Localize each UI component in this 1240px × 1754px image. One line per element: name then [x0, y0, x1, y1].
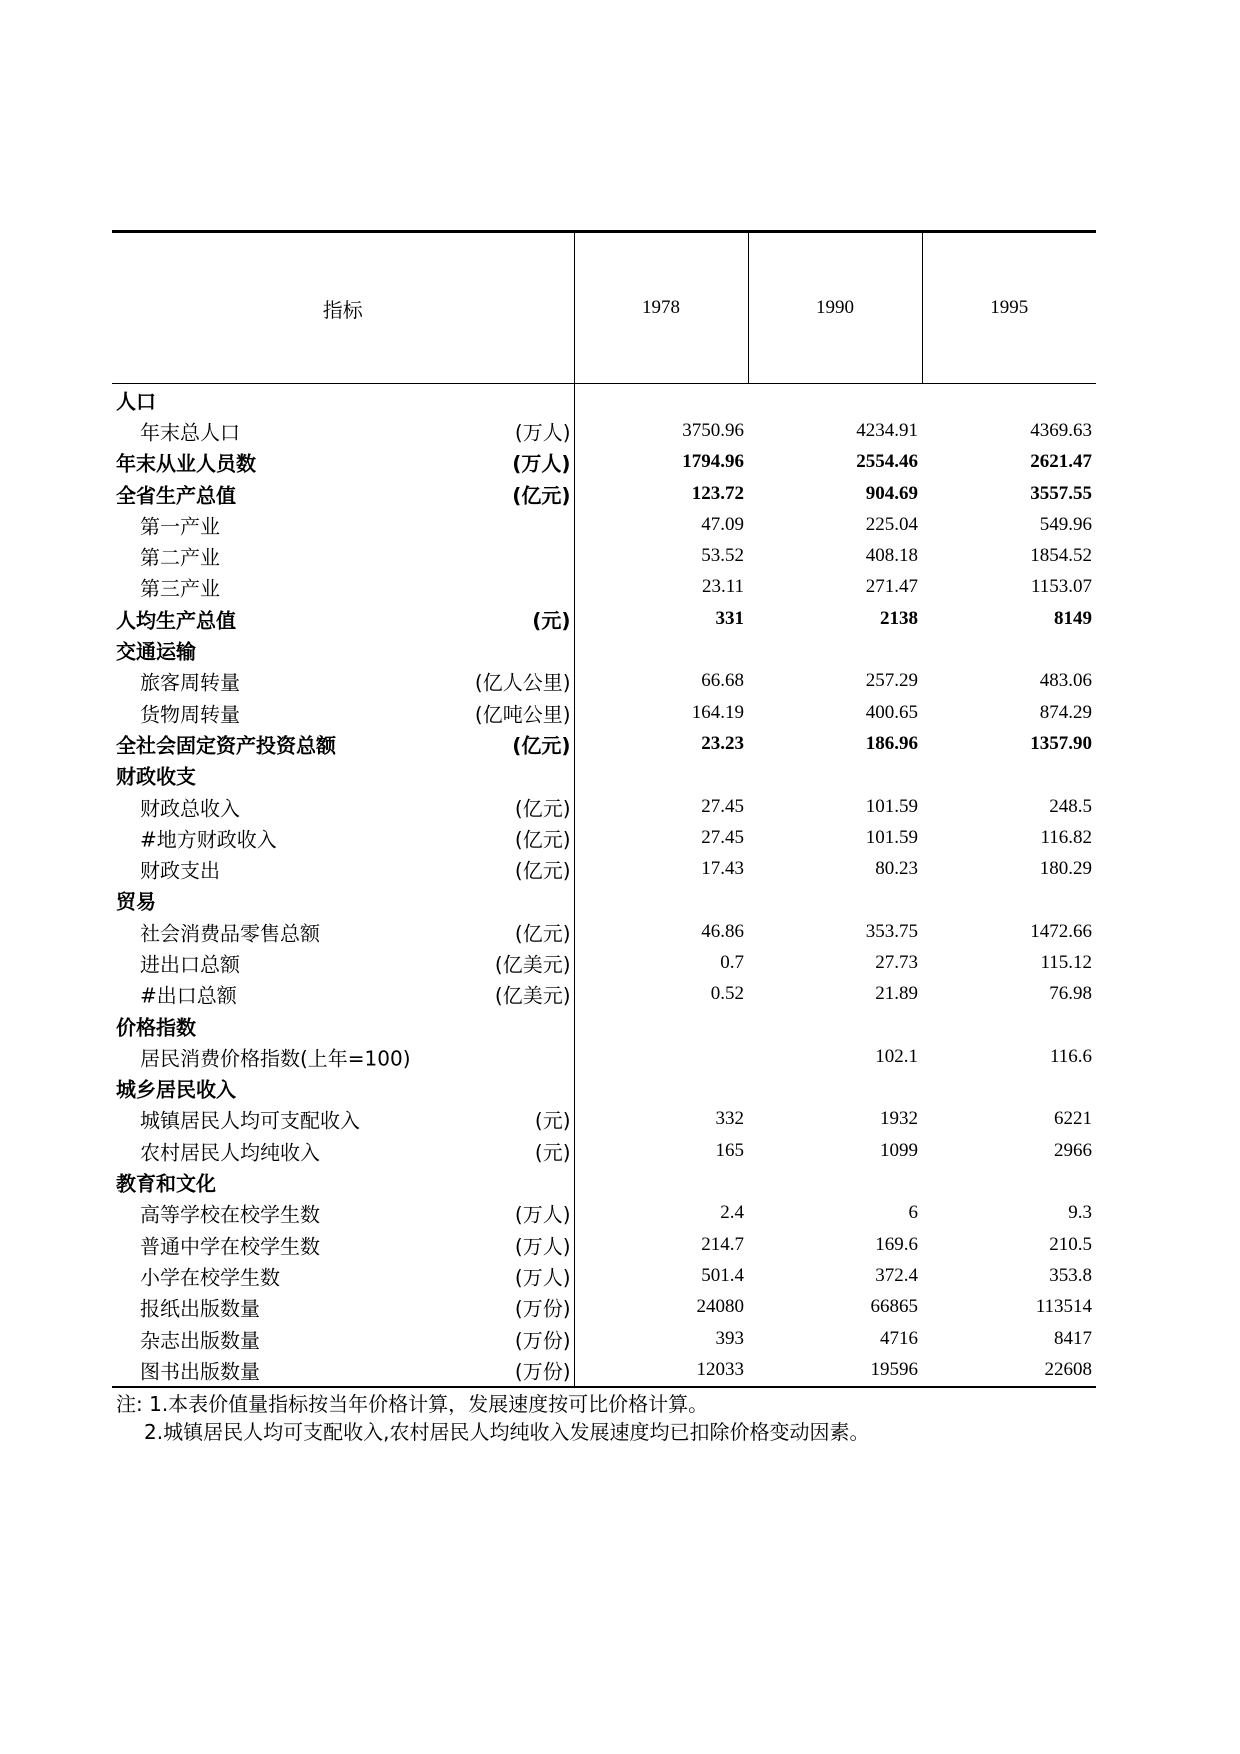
value-cell-1990: 19596: [748, 1354, 922, 1386]
table-notes: [116, 1390, 869, 1446]
row-label-cell: [112, 1354, 574, 1386]
row-unit: (亿元): [514, 921, 571, 946]
table-row: [112, 572, 1096, 603]
value-cell-1995: [922, 1073, 1096, 1104]
row-label-cell: [112, 415, 574, 446]
value-cell-1978: 53.52: [701, 545, 744, 567]
table-row: [112, 415, 1096, 446]
row-name: 旅客周转量: [140, 670, 240, 695]
row-name: 进出口总额: [140, 952, 240, 977]
row-label-cell: [112, 540, 574, 571]
value-cell-1990: 4716: [880, 1327, 918, 1349]
value-cell-1995: [922, 885, 1096, 916]
value-cell-1978: 46.86: [701, 920, 744, 942]
row-name: #出口总额: [140, 983, 237, 1008]
table-row: [112, 1292, 1096, 1323]
value-cell-1995: 180.29: [1039, 858, 1092, 880]
table-row: [112, 447, 1096, 478]
value-cell-1978: 2.4: [720, 1202, 744, 1224]
row-name: 杂志出版数量: [140, 1328, 260, 1353]
row-label-cell: [112, 853, 574, 884]
row-name: 农村居民人均纯收入: [140, 1140, 320, 1165]
value-cell-1995: [922, 1010, 1096, 1041]
row-unit: (亿元): [514, 796, 571, 820]
value-cell-1990: 21.89: [875, 983, 918, 1005]
value-cell-1990: [748, 384, 922, 416]
table-row: [112, 1041, 1096, 1072]
value-cell-1995: 115.12: [1040, 951, 1092, 973]
table-row: [112, 1135, 1096, 1166]
row-name: #地方财政收入: [140, 827, 277, 852]
value-cell-1995: 8149: [1054, 607, 1092, 629]
value-cell-1990: 101.59: [865, 826, 918, 848]
row-unit: (亿元): [512, 733, 571, 758]
table-row: [112, 916, 1096, 947]
row-label-cell: [112, 822, 574, 853]
value-cell-1978: 17.43: [701, 858, 744, 880]
value-cell-1978: [574, 634, 748, 665]
value-cell-1990: [748, 1073, 922, 1104]
table-row: [112, 822, 1096, 853]
value-cell-1978: 1794.96: [682, 451, 744, 473]
value-cell-1990: 271.47: [865, 576, 918, 598]
table-header-row: [112, 232, 1096, 384]
table-row: [112, 697, 1096, 728]
row-label-cell: [112, 760, 574, 791]
row-label-cell: [112, 1104, 574, 1135]
table-row: [112, 1166, 1096, 1197]
value-cell-1995: 353.8: [1049, 1264, 1092, 1286]
value-cell-1978: 0.7: [720, 951, 744, 973]
value-cell-1978: [574, 384, 748, 416]
row-label-cell: [112, 697, 574, 728]
row-label-cell: [112, 478, 574, 509]
value-cell-1978: 3750.96: [682, 419, 744, 441]
value-cell-1990: 80.23: [875, 858, 918, 880]
note-line-1: 注: 1.本表价值量指标按当年价格计算，发展速度按可比价格计算。: [116, 1392, 709, 1416]
row-name: 图书出版数量: [140, 1359, 260, 1384]
row-label-cell: [112, 1041, 574, 1072]
value-cell-1978: 23.11: [701, 576, 744, 598]
value-cell-1990: 102.1: [875, 1045, 918, 1067]
table-row: [112, 1198, 1096, 1229]
value-cell-1990: 4234.91: [856, 419, 918, 441]
row-label-cell: [112, 509, 574, 540]
row-name: 全省生产总值: [116, 483, 236, 508]
row-label-cell: [112, 1135, 574, 1166]
value-cell-1995: 6221: [1054, 1108, 1092, 1130]
row-name: 第一产业: [140, 514, 220, 539]
row-label-cell: [112, 572, 574, 603]
table-row: [112, 478, 1096, 509]
row-unit: (亿元): [514, 858, 571, 883]
header-year-1995: 1995: [922, 232, 1096, 384]
table-row: [112, 666, 1096, 697]
row-label-cell: [112, 947, 574, 978]
value-cell-1978: [574, 760, 748, 791]
table-row: [112, 885, 1096, 916]
value-cell-1995: [922, 634, 1096, 665]
row-label-cell: [112, 666, 574, 697]
value-cell-1995: 549.96: [1039, 513, 1092, 535]
table-row: [112, 791, 1096, 822]
value-cell-1978: 123.72: [691, 482, 744, 504]
row-label-cell: [112, 791, 574, 822]
row-label-cell: [112, 603, 574, 634]
value-cell-1990: 2554.46: [856, 451, 918, 473]
value-cell-1990: 904.69: [865, 482, 918, 504]
table-row: [112, 1229, 1096, 1260]
value-cell-1990: 408.18: [865, 545, 918, 567]
table-row: [112, 760, 1096, 791]
value-cell-1978: 214.7: [701, 1233, 744, 1255]
row-label-cell: [112, 916, 574, 947]
value-cell-1978: 24080: [696, 1296, 744, 1318]
row-unit: (元): [534, 1108, 571, 1133]
table-row: [112, 728, 1096, 759]
value-cell-1995: 1153.07: [1030, 576, 1092, 598]
value-cell-1995: 113514: [1035, 1296, 1092, 1318]
value-cell-1990: [748, 1166, 922, 1197]
row-name: 财政总收入: [140, 796, 240, 820]
row-name: 社会消费品零售总额: [140, 921, 320, 946]
row-unit: (元): [534, 1140, 571, 1165]
table-row: [112, 1104, 1096, 1135]
table-row: [112, 979, 1096, 1010]
value-cell-1990: 353.75: [865, 920, 918, 942]
row-name: 报纸出版数量: [140, 1296, 260, 1321]
value-cell-1990: [748, 885, 922, 916]
value-cell-1995: 248.5: [1049, 795, 1092, 817]
value-cell-1978: [574, 885, 748, 916]
statistics-table: [112, 230, 1096, 1388]
table-row: [112, 384, 1096, 416]
row-unit: (万人): [512, 451, 571, 476]
row-name: 货物周转量: [140, 702, 240, 727]
row-name: 小学在校学生数: [140, 1265, 280, 1290]
value-cell-1995: 76.98: [1049, 983, 1092, 1005]
header-indicator: 指标: [112, 232, 574, 384]
row-unit: (亿美元): [494, 983, 571, 1008]
row-name: 人口: [116, 389, 156, 414]
value-cell-1995: [922, 760, 1096, 791]
row-label-cell: [112, 1229, 574, 1260]
value-cell-1978: 332: [715, 1108, 744, 1130]
value-cell-1995: [922, 384, 1096, 416]
note-line-2: 2.城镇居民人均可支配收入,农村居民人均纯收入发展速度均已扣除价格变动因素。: [144, 1420, 870, 1444]
value-cell-1990: 186.96: [865, 732, 918, 754]
value-cell-1978: 12033: [574, 1354, 748, 1386]
row-label-cell: [112, 1260, 574, 1291]
header-year-1990: 1990: [748, 232, 922, 384]
value-cell-1978: 331: [715, 607, 744, 629]
row-name: 城乡居民收入: [116, 1077, 236, 1102]
row-name: 普通中学在校学生数: [140, 1234, 320, 1259]
value-cell-1995: 1357.90: [1030, 732, 1092, 754]
value-cell-1995: 3557.55: [1030, 482, 1092, 504]
value-cell-1978: 165: [715, 1139, 744, 1161]
value-cell-1978: 164.19: [691, 701, 744, 723]
table-row: [112, 603, 1096, 634]
value-cell-1990: 6: [908, 1202, 918, 1224]
value-cell-1990: [748, 634, 922, 665]
value-cell-1978: 23.23: [701, 732, 744, 754]
value-cell-1990: 1932: [880, 1108, 918, 1130]
row-name: 全社会固定资产投资总额: [116, 733, 336, 758]
value-cell-1990: 66865: [870, 1296, 918, 1318]
row-name: 贸易: [116, 889, 156, 914]
header-year-1978: 1978: [574, 232, 748, 384]
row-unit: (亿吨公里): [474, 702, 571, 727]
row-label-cell: [112, 885, 574, 916]
value-cell-1995: 116.82: [1040, 826, 1092, 848]
value-cell-1978: [574, 1073, 748, 1104]
row-label-cell: [112, 1166, 574, 1197]
row-name: 高等学校在校学生数: [140, 1202, 320, 1227]
value-cell-1990: 400.65: [865, 701, 918, 723]
value-cell-1978: 501.4: [701, 1264, 744, 1286]
table-row: [112, 634, 1096, 665]
value-cell-1995: 2621.47: [1030, 451, 1092, 473]
table-row: [112, 1323, 1096, 1354]
row-label-cell: [112, 1198, 574, 1229]
value-cell-1990: [748, 760, 922, 791]
row-unit: (亿人公里): [474, 670, 571, 695]
row-label-cell: [112, 728, 574, 759]
row-name: 人均生产总值: [116, 608, 236, 633]
value-cell-1995: 2966: [1054, 1139, 1092, 1161]
row-unit: (万人): [514, 420, 571, 445]
row-label-cell: [112, 1323, 574, 1354]
row-label-cell: [112, 1010, 574, 1041]
value-cell-1995: 9.3: [1068, 1202, 1092, 1224]
row-name: 教育和文化: [116, 1171, 216, 1196]
row-label-cell: [112, 1073, 574, 1104]
value-cell-1990: 169.6: [875, 1233, 918, 1255]
value-cell-1978: 0.52: [710, 983, 744, 1005]
value-cell-1978: 393: [715, 1327, 744, 1349]
value-cell-1995: 4369.63: [1030, 419, 1092, 441]
row-unit: (万份): [514, 1328, 571, 1353]
value-cell-1990: 2138: [880, 607, 918, 629]
row-name: 城镇居民人均可支配收入: [140, 1108, 360, 1133]
value-cell-1995: 483.06: [1039, 670, 1092, 692]
row-unit: (万份): [514, 1359, 571, 1384]
value-cell-1995: 116.6: [1049, 1045, 1092, 1067]
row-unit: (元): [532, 608, 571, 633]
row-unit: (亿美元): [494, 952, 571, 977]
row-unit: (万人): [514, 1265, 571, 1290]
value-cell-1990: 225.04: [865, 513, 918, 535]
table-row: [112, 853, 1096, 884]
value-cell-1990: 101.59: [865, 795, 918, 817]
value-cell-1995: 210.5: [1049, 1233, 1092, 1255]
value-cell-1978: 66.68: [701, 670, 744, 692]
row-name: 价格指数: [116, 1015, 196, 1040]
row-name: 财政支出: [140, 858, 220, 883]
value-cell-1990: [748, 1010, 922, 1041]
value-cell-1990: 257.29: [865, 670, 918, 692]
row-name: 居民消费价格指数(上年=100): [140, 1046, 411, 1071]
row-name: 第三产业: [140, 576, 220, 601]
row-unit: (亿元): [512, 483, 571, 508]
row-unit: (万人): [514, 1234, 571, 1259]
row-label-cell: [112, 447, 574, 478]
row-unit: (亿元): [514, 827, 571, 852]
row-label-cell: [112, 979, 574, 1010]
value-cell-1990: 1099: [880, 1139, 918, 1161]
row-name: 第二产业: [140, 545, 220, 570]
value-cell-1978: [574, 1041, 748, 1072]
value-cell-1978: 27.45: [701, 826, 744, 848]
value-cell-1995: 1472.66: [1030, 920, 1092, 942]
table-body: [112, 384, 1096, 1387]
row-label-cell: [112, 1292, 574, 1323]
value-cell-1978: [574, 1166, 748, 1197]
row-name: 财政收支: [116, 764, 196, 789]
row-name: 年末从业人员数: [116, 451, 256, 476]
table-row: [112, 540, 1096, 571]
row-label-cell: [112, 384, 574, 416]
table-row: [112, 947, 1096, 978]
table-row: [112, 1354, 1096, 1386]
table-row: [112, 1260, 1096, 1291]
row-label-cell: [112, 634, 574, 665]
table-row: [112, 1010, 1096, 1041]
value-cell-1995: 8417: [1054, 1327, 1092, 1349]
value-cell-1978: 47.09: [701, 513, 744, 535]
row-unit: (万人): [514, 1202, 571, 1227]
table-row: [112, 509, 1096, 540]
row-name: 交通运输: [116, 639, 196, 664]
table-row: [112, 1073, 1096, 1104]
row-unit: (万份): [514, 1296, 571, 1321]
value-cell-1990: 372.4: [875, 1264, 918, 1286]
value-cell-1995: 874.29: [1039, 701, 1092, 723]
value-cell-1995: [922, 1166, 1096, 1197]
value-cell-1978: 27.45: [701, 795, 744, 817]
value-cell-1978: [574, 1010, 748, 1041]
value-cell-1990: 27.73: [875, 951, 918, 973]
row-name: 年末总人口: [140, 420, 240, 445]
value-cell-1995: 22608: [922, 1354, 1096, 1386]
value-cell-1995: 1854.52: [1030, 545, 1092, 567]
